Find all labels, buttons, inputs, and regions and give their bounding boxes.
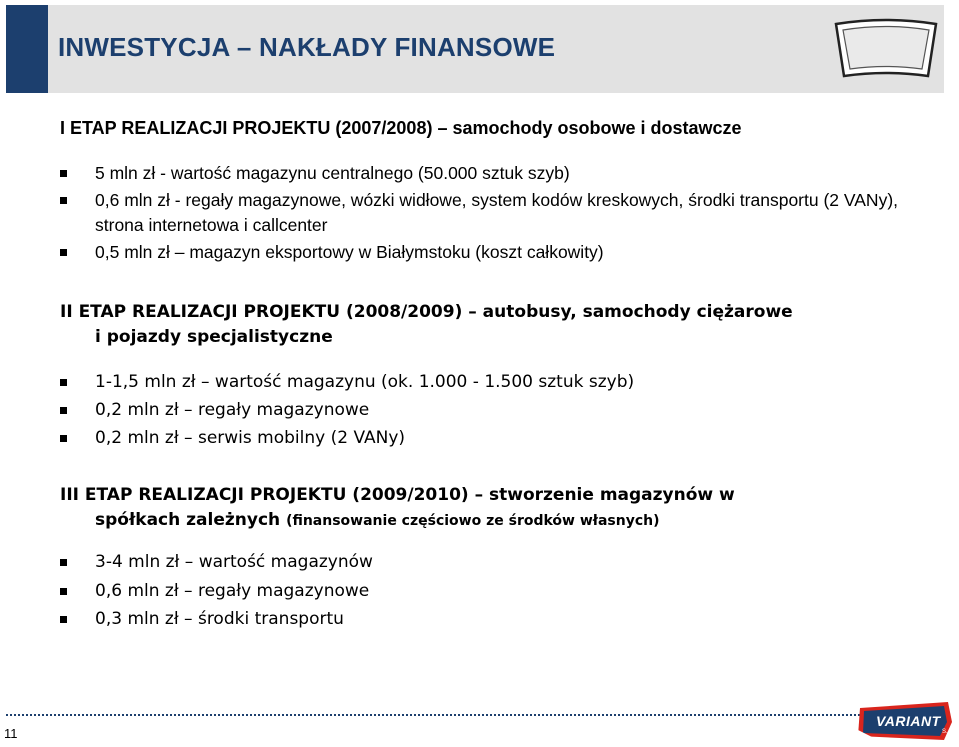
- list-item: 5 mln zł - wartość magazynu centralnego (50.000 sztuk szyb): [60, 161, 940, 186]
- bullet-icon: [60, 559, 67, 566]
- bullet-icon: [60, 249, 67, 256]
- stage2-heading: II ETAP REALIZACJI PROJEKTU (2008/2009) – autobusy, samochody ciężarowe i pojazdy specjalistyczne: [60, 302, 793, 347]
- title-accent-block: [6, 5, 48, 93]
- bullet-icon: [60, 588, 67, 595]
- windshield-icon: [830, 14, 942, 86]
- slide-title: INWESTYCJA – NAKŁADY FINANSOWE: [58, 32, 556, 62]
- list-item: 1-1,5 mln zł – wartość magazynu (ok. 1.000 - 1.500 sztuk szyb): [60, 368, 634, 396]
- list-item: 0,5 mln zł – magazyn eksportowy w Białymstoku (koszt całkowity): [60, 240, 940, 265]
- logo-suffix: S.A.: [942, 729, 954, 735]
- bullet-icon: [60, 170, 67, 177]
- stage2-list: [60, 368, 634, 452]
- list-item: 0,2 mln zł – regały magazynowe: [60, 396, 634, 424]
- page-number: 11: [4, 726, 18, 741]
- list-item: 0,6 mln zł – regały magazynowe: [60, 577, 373, 606]
- bullet-icon: [60, 435, 67, 442]
- stage3-heading: III ETAP REALIZACJI PROJEKTU (2009/2010) – stworzenie magazynów w spółkach zależnych (finansowanie częściowo ze środków własnych): [60, 485, 735, 530]
- bullet-icon: [60, 197, 67, 204]
- bullet-icon: [60, 407, 67, 414]
- bullet-icon: [60, 379, 67, 386]
- logo-text: VARIANT: [876, 713, 941, 729]
- list-item: 0,6 mln zł - regały magazynowe, wózki widłowe, system kodów kreskowych, środki transportu (2 VANy), strona internetowa i callcenter: [60, 188, 940, 238]
- stage1-list: [60, 161, 940, 267]
- bullet-icon: [60, 616, 67, 623]
- footer-divider: [6, 714, 944, 716]
- list-item: 0,3 mln zł – środki transportu: [60, 605, 373, 634]
- list-item: 3-4 mln zł – wartość magazynów: [60, 548, 373, 577]
- stage1-heading: I ETAP REALIZACJI PROJEKTU (2007/2008) – samochody osobowe i dostawcze: [60, 118, 742, 138]
- list-item: 0,2 mln zł – serwis mobilny (2 VANy): [60, 424, 634, 452]
- stage3-list: [60, 548, 373, 634]
